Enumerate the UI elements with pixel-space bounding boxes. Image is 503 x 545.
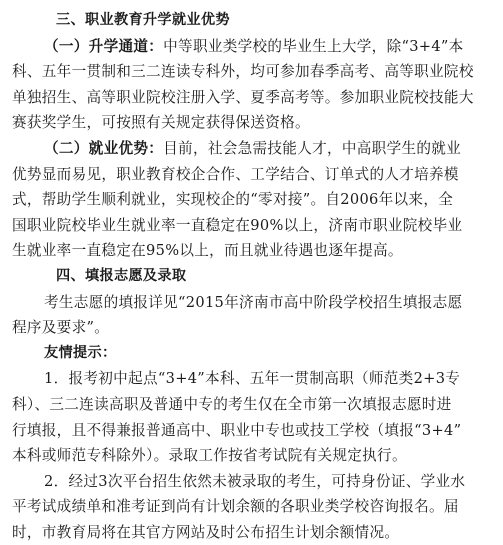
paragraph-line: 时，市教育局将在其官方网站及时公布招生计划余额情况。 (12, 523, 400, 541)
paragraph-line: 考生志愿的填报详见“2015年济南市高中阶段学校招生填报志愿 (44, 293, 463, 311)
paragraph-line: 平考试成绩单和准考证到尚有计划余额的各职业类学校咨询报名。届 (12, 498, 459, 516)
tips-heading: 友情提示： (44, 344, 117, 361)
paragraph-line: 1．报考初中起点“3+4”本科、五年一贯制高职（师范类2+3专 (44, 370, 461, 388)
paragraph-line: 赛获奖学生，可按照有关规定获得保送资格。 (12, 114, 310, 132)
subheading-label: （二）就业优势： (44, 139, 164, 157)
paragraph-line: 本科或师范专科除外）。录取工作按省考试院有关规定执行。 (12, 447, 407, 465)
paragraph-line: 科）、三二连读高职及普通中专的考生仅在全市第一次填报志愿时进 (12, 395, 452, 413)
paragraph-line (12, 136, 491, 162)
paragraph-line: 式，帮助学生顺利就业，实现校企的“零对接”。自2006年以来，全 (12, 191, 454, 209)
paragraph-line: 2．经过3次平台招生依然未被录取的考生，可持身份证、学业水 (44, 472, 466, 490)
paragraph-line: 优势显而易见，职业教育校企合作、工学结合、订单式的人才培养模 (12, 165, 459, 183)
paragraph-line: 国职业院校毕业生就业率一直稳定在90%以上，济南市职业院校毕业 (12, 216, 463, 234)
paragraph-line: 单独招生、高等职业院校注册入学、夏季高考等。参加职业院校技能大 (12, 88, 474, 106)
subheading-label: （一）升学通道： (44, 37, 164, 55)
section-heading-4: 四、填报志愿及录取 (56, 267, 187, 284)
paragraph-line: 生就业率一直稳定在95%以上，而且就业待遇也逐年提高。 (12, 242, 403, 260)
paragraph-line: 科、五年一贯制和三二连读专科外，均可参加春季高考、高等职业院校 (12, 63, 474, 81)
paragraph-text: 目前，社会急需技能人才，中高职学生的就业 (163, 139, 462, 157)
paragraph-text: 中等职业类学校的毕业生上大学，除“3+4”本 (163, 37, 464, 55)
paragraph-line: 行填报，且不得兼报普通高中、职业中专也或技工学校（填报“3+4” (12, 421, 462, 439)
paragraph-line: 程序及要求”。 (12, 319, 110, 337)
section-heading-3: 三、职业教育升学就业优势 (56, 12, 230, 28)
paragraph-line (12, 34, 491, 60)
